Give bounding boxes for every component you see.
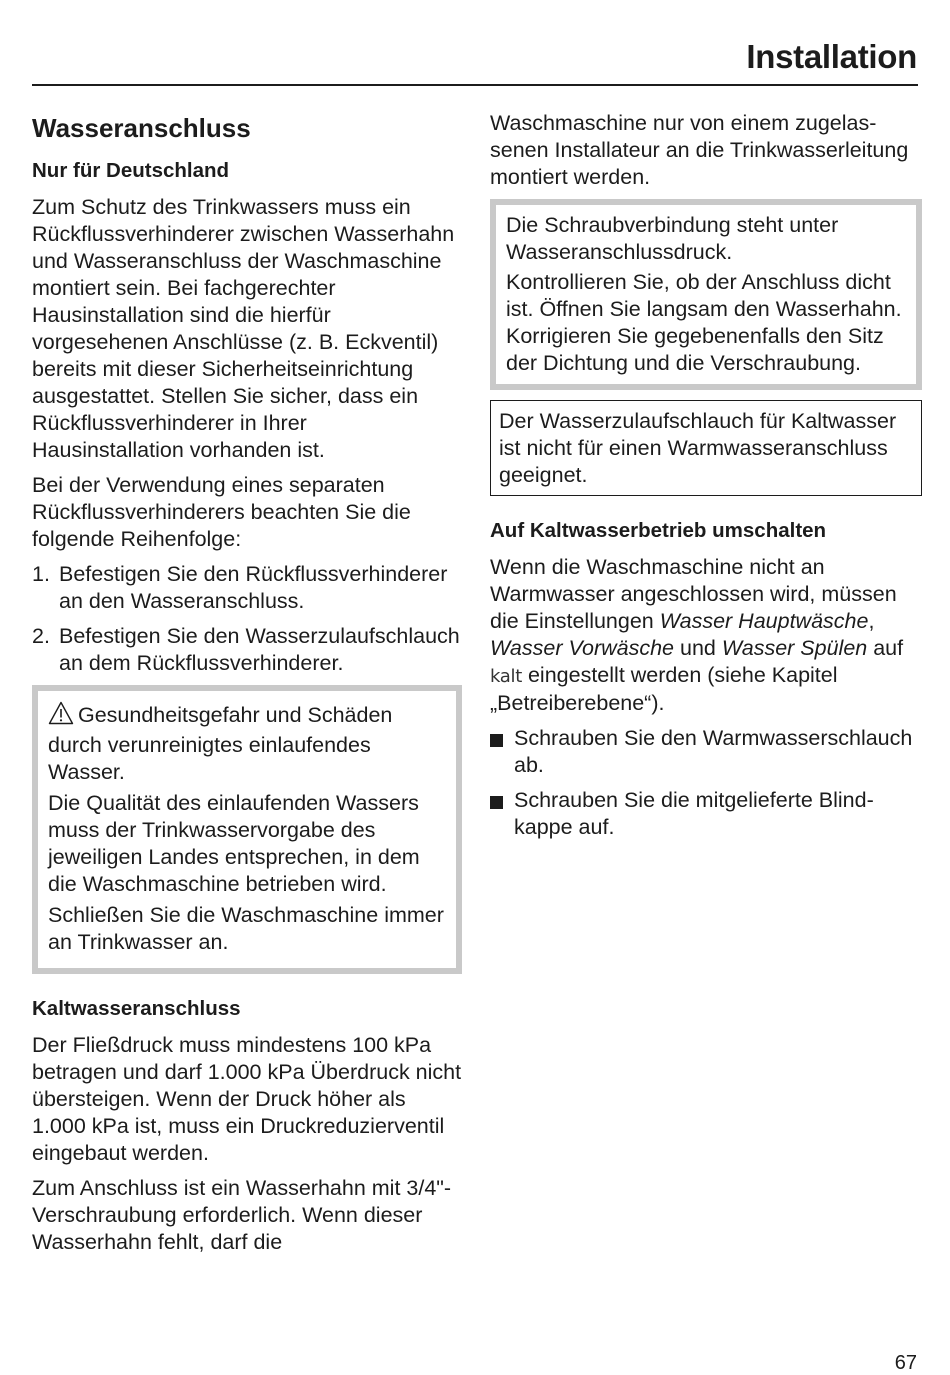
note-box: [490, 400, 922, 496]
text-run: und: [674, 636, 722, 660]
warning-title-text: Gesundheitsgefahr und Schäden durch verunreinigtes einlaufendes Wasser.: [48, 703, 393, 784]
paragraph-pressure: Der Fließdruck muss mindestens 100 kPa betragen und darf 1.000 kPa Überdruck nicht übersteigen. Wenn der Druck höher als 1.000 kPa ist, muss ein Druckreduzierventil eingebaut werden.: [32, 1033, 462, 1165]
paragraph-settings: [490, 554, 922, 717]
info-text: Kontrollieren Sie, ob der Anschluss dicht ist. Öffnen Sie langsam den Wasserhahn. Korrigieren Sie gegebenenfalls den Sitz der Dichtung und die Verschraubung.: [506, 270, 902, 375]
subheading-cold-water: Kaltwasseranschluss: [32, 997, 241, 1020]
steps-list: [32, 561, 462, 677]
info-text: Die Schraubverbindung steht unter Wasseranschlussdruck.: [506, 213, 839, 264]
subheading-germany: Nur für Deutschland: [32, 159, 230, 182]
left-column: [32, 110, 462, 1264]
paragraph-sequence: Bei der Verwendung eines separaten Rückflussverhinderers beachten Sie die folgende Reihenfolge:: [32, 473, 411, 551]
warning-text: Die Qualität des einlaufenden Wassers muss der Trinkwasservorgabe des jeweiligen Landes entsprechen, in dem die Waschmaschine betrieben wird.: [48, 791, 420, 896]
paragraph-backflow: Zum Schutz des Trinkwassers muss ein Rückflussverhinderer zwischen Wasserhahn und Wasseranschluss der Waschmaschine montiert sein. Bei fachgerechter Hausinstallation sind die hierfür vorgesehenen Anschlüsse (z. B. Eckventil) bereits mit dieser Sicherheitseinrichtung ausgestattet. Stellen Sie sicher, dass ein Rückflussverhinderer in Ihrer Hausinstallation vorhanden ist.: [32, 195, 455, 462]
bullet-square-icon: [490, 796, 503, 809]
note-text: Der Wasserzulaufschlauch für Kaltwasser ist nicht für einen Warmwasseranschluss geeignet.: [499, 409, 897, 487]
step-text: Befestigen Sie den Rückflussverhinderer an den Wasseranschluss.: [59, 562, 448, 613]
section-heading: Wasseranschluss: [32, 113, 251, 143]
warning-title: [48, 701, 444, 786]
list-item: [32, 561, 462, 615]
info-box: [490, 199, 922, 390]
text-run: eingestellt werden (siehe Kapitel „Betreiberebene“).: [490, 663, 838, 715]
setting-name: Wasser Spülen: [721, 636, 868, 660]
step-number: 1.: [32, 562, 50, 586]
action-text: Schrauben Sie die mitgelieferte Blindkappe auf.: [514, 788, 874, 839]
header-divider: [32, 84, 918, 86]
paragraph-installer: Waschmaschine nur von einem zugelassenen Installateur an die Trinkwasserleitung montiert werden.: [490, 111, 909, 189]
paragraph-tap: Zum Anschluss ist ein Wasserhahn mit 3/4"-Verschraubung erforderlich. Wenn dieser Wasserhahn fehlt, darf die: [32, 1176, 452, 1254]
list-item: [490, 787, 922, 841]
bullet-square-icon: [490, 734, 503, 747]
page-number: 67: [894, 1352, 917, 1374]
display-value: kalt: [490, 666, 522, 687]
warning-text: Schließen Sie die Waschmaschine immer an Trinkwasser an.: [48, 903, 444, 954]
action-text: Schrauben Sie den Warmwasserschlauch ab.: [514, 726, 913, 777]
step-number: 2.: [32, 624, 50, 648]
action-list: [490, 725, 922, 841]
page-title: Installation: [746, 38, 917, 75]
subheading-switch-cold: Auf Kaltwasserbetrieb umschalten: [490, 519, 827, 542]
text-run: ,: [868, 609, 875, 633]
warning-triangle-icon: [48, 701, 74, 732]
text-run: auf: [867, 636, 904, 660]
setting-name: Wasser Hauptwäsche: [659, 609, 869, 633]
list-item: [32, 623, 462, 677]
warning-box: [32, 685, 462, 974]
step-text: Befestigen Sie den Wasserzulaufschlauch an dem Rückflussverhinderer.: [59, 624, 460, 675]
setting-name: Wasser Vorwäsche: [490, 636, 675, 660]
list-item: [490, 725, 922, 779]
right-column: [490, 110, 922, 849]
text-run: Wenn die Waschmaschine nicht an Warmwasser angeschlossen wird, müssen die Einstellungen: [490, 555, 897, 633]
